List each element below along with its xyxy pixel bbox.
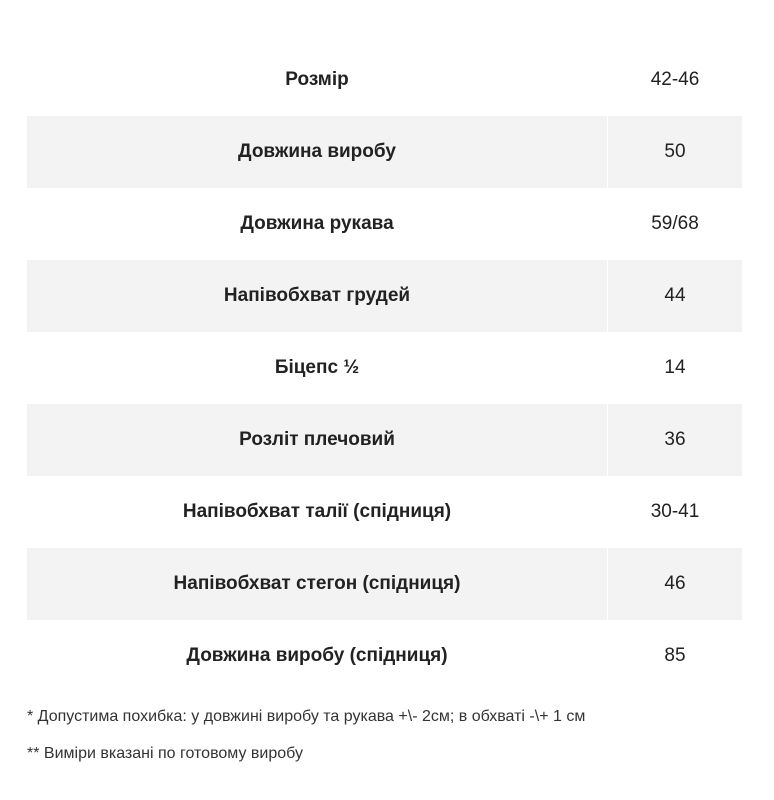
- table-row: [27, 116, 742, 188]
- row-value: 14: [607, 332, 742, 404]
- row-label: Напівобхват стегон (спідниця): [27, 548, 607, 620]
- row-value: 50: [607, 116, 742, 188]
- table-row: [27, 476, 742, 548]
- row-label: Розмір: [27, 44, 607, 116]
- row-value: 44: [607, 260, 742, 332]
- table-row: [27, 620, 742, 692]
- row-value: 30-41: [607, 476, 742, 548]
- row-value: 36: [607, 404, 742, 476]
- row-label: Напівобхват талії (спідниця): [27, 476, 607, 548]
- row-label: Біцепс ½: [27, 332, 607, 404]
- tolerance-note: * Допустима похибка: у довжині виробу та рукава +\- 2см; в обхваті -\+ 1 см: [27, 708, 586, 725]
- row-label: Довжина виробу: [27, 116, 607, 188]
- row-value: 42-46: [607, 44, 742, 116]
- row-value: 59/68: [607, 188, 742, 260]
- row-label: Розліт плечовий: [27, 404, 607, 476]
- table-row: [27, 44, 742, 116]
- row-value: 85: [607, 620, 742, 692]
- size-chart-table: [27, 44, 742, 692]
- table-row: [27, 404, 742, 476]
- measurement-note: ** Виміри вказані по готовому виробу: [27, 745, 303, 762]
- row-label: Довжина виробу (спідниця): [27, 620, 607, 692]
- row-label: Напівобхват грудей: [27, 260, 607, 332]
- table-row: [27, 332, 742, 404]
- row-value: 46: [607, 548, 742, 620]
- footnotes: [27, 706, 747, 765]
- row-label: Довжина рукава: [27, 188, 607, 260]
- table-row: [27, 260, 742, 332]
- table-row: [27, 188, 742, 260]
- table-row: [27, 548, 742, 620]
